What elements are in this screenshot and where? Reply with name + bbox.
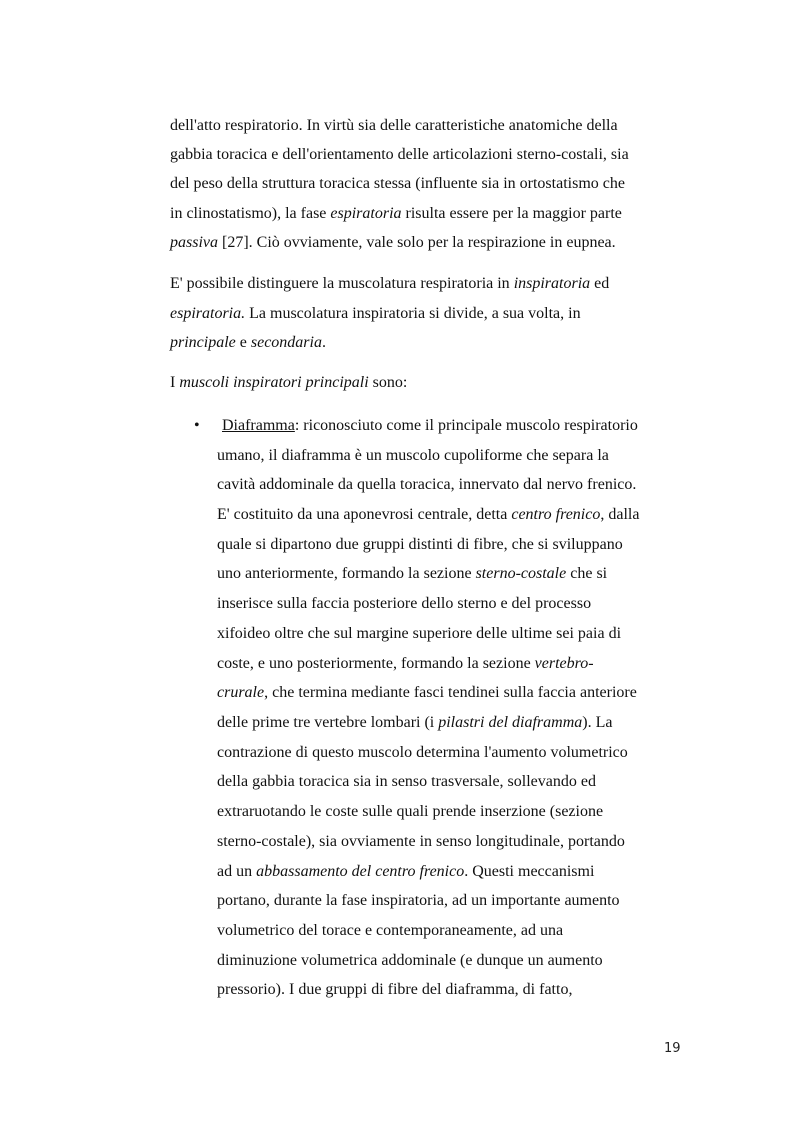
bullet-line-11: delle prime tre vertebre lombari (i pilastri del diaframma). La [217,714,613,731]
page-number: 19 [664,1041,681,1056]
paragraph-1-line-4: in clinostatismo), la fase espiratoria risulta essere per la maggior parte [170,205,622,222]
italic-abbassamento: abbassamento del centro frenico [256,863,465,880]
bullet-line-19: diminuzione volumetrica addominale (e dunque un aumento [217,952,603,969]
bullet-line-4: E' costituito da una aponevrosi centrale, detta centro frenico, dalla [217,506,640,523]
bullet-line-6: uno anteriormente, formando la sezione sterno-costale che si [217,565,608,582]
bullet-line-13: della gabbia toracica sia in senso trasversale, sollevando ed [217,773,596,790]
italic-inspiratoria: inspiratoria [513,275,591,292]
italic-muscoli-inspiratori: muscoli inspiratori principali [179,374,369,391]
paragraph-2-line-3: principale e secondaria. [170,334,326,351]
italic-passiva: passiva [170,234,218,251]
paragraph-3: I muscoli inspiratori principali sono: [170,374,408,391]
italic-vertebro: vertebro- [534,655,594,672]
italic-principale: principale [170,334,236,351]
bullet-line-9: coste, e uno posteriormente, formando la sezione vertebro- [217,655,594,672]
italic-centro-frenico: centro frenico [511,506,601,523]
bullet-line-15: sterno-costale), sia ovviamente in senso longitudinale, portando [217,833,625,850]
bullet-line-7: inserisce sulla faccia posteriore dello sterno e del processo [217,595,592,612]
bullet-line-5: quale si dipartono due gruppi distinti di fibre, che si sviluppano [217,536,623,553]
bullet-line-12: contrazione di questo muscolo determina l'aumento volumetrico [217,744,628,761]
bullet-line-2: umano, il diaframma è un muscolo cupoliforme che separa la [217,447,609,464]
paragraph-1-line-1: dell'atto respiratorio. In virtù sia delle caratteristiche anatomiche della [170,117,618,134]
paragraph-1-line-3: del peso della struttura toracica stessa (influente sia in ortostatismo che [170,175,625,192]
italic-crurale: crurale [217,684,265,701]
italic-sterno-costale: sterno-costale [475,565,567,582]
bullet-marker: • [194,417,200,434]
italic-espiratoria: espiratoria [330,205,402,222]
bullet-line-14: extraruotando le coste sulle quali prende inserzione (sezione [217,803,604,820]
bullet-line-1: Diaframma: riconosciuto come il principale muscolo respiratorio [222,417,638,434]
bullet-line-10: crurale, che termina mediante fasci tendinei sulla faccia anteriore [217,684,637,701]
bullet-line-18: volumetrico del torace e contemporaneamente, ad una [217,922,564,939]
italic-espiratoria-2: espiratoria. [170,305,246,322]
bullet-line-17: portano, durante la fase inspiratoria, ad un importante aumento [217,892,620,909]
bullet-line-3: cavità addominale da quella toracica, innervato dal nervo frenico. [217,476,637,493]
italic-pilastri: pilastri del diaframma [438,714,583,731]
bullet-line-16: ad un abbassamento del centro frenico. Questi meccanismi [217,863,595,880]
paragraph-2-line-1: E' possibile distinguere la muscolatura respiratoria in inspiratoria ed [170,275,610,292]
bullet-line-20: pressorio). I due gruppi di fibre del diaframma, di fatto, [217,981,573,998]
paragraph-1-line-2: gabbia toracica e dell'orientamento delle articolazioni sterno-costali, sia [170,146,629,163]
italic-secondaria: secondaria [250,334,322,351]
paragraph-2-line-2: espiratoria. La muscolatura inspiratoria si divide, a sua volta, in [170,305,581,322]
paragraph-1-line-5: passiva [27]. Ciò ovviamente, vale solo per la respirazione in eupnea. [170,234,616,251]
bullet-line-8: xifoideo oltre che sul margine superiore delle ultime sei paia di [217,625,622,642]
term-diaframma: Diaframma [222,417,295,434]
